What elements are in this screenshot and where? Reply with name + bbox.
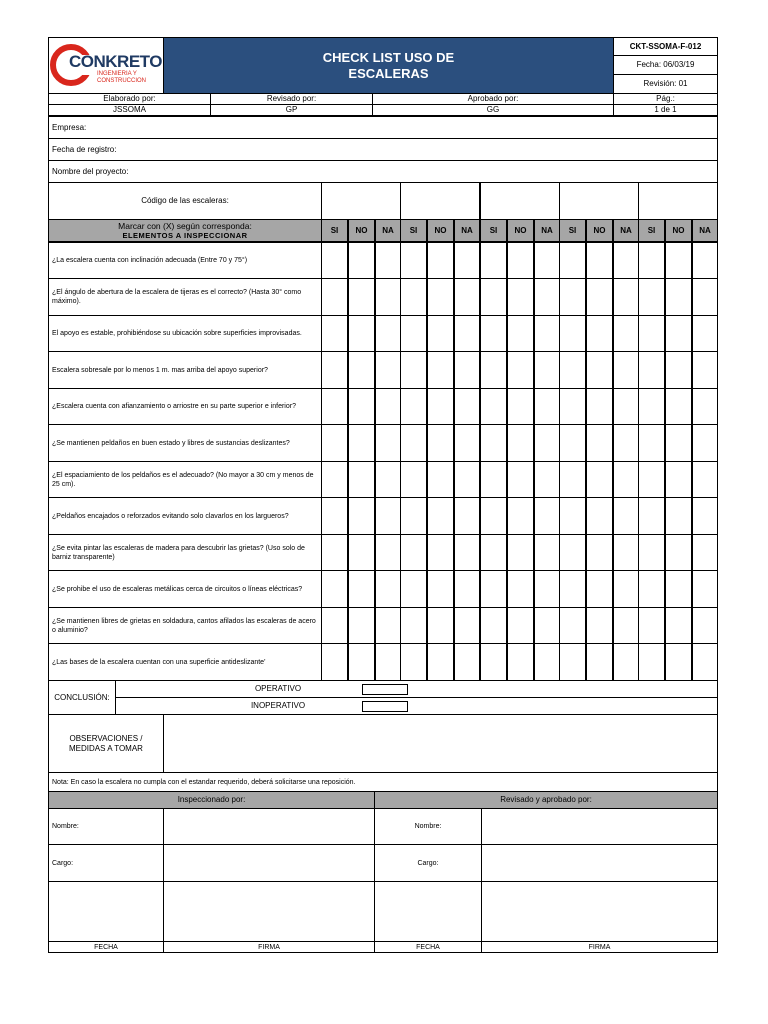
check-cell-si[interactable]: [559, 534, 586, 571]
check-cell-na[interactable]: [534, 388, 560, 425]
check-cell-na[interactable]: [613, 607, 639, 644]
check-cell-na[interactable]: [454, 315, 480, 352]
option-header-si-2: SI: [400, 219, 427, 242]
check-cell-no[interactable]: [507, 461, 534, 498]
check-cell-na[interactable]: [692, 607, 718, 644]
check-cell-si[interactable]: [480, 607, 507, 644]
check-cell-na[interactable]: [375, 643, 401, 681]
page-value: 1 de 1: [613, 104, 718, 116]
check-cell-no[interactable]: [427, 643, 454, 681]
codigo-escalera-2[interactable]: [400, 182, 480, 220]
check-cell-si[interactable]: [321, 534, 348, 571]
check-cell-no[interactable]: [507, 351, 534, 389]
check-cell-na[interactable]: [375, 242, 401, 279]
firma-label-left: FIRMA: [163, 941, 375, 953]
check-cell-na[interactable]: [375, 461, 401, 498]
check-cell-no[interactable]: [665, 534, 692, 571]
check-cell-si[interactable]: [321, 643, 348, 681]
check-cell-no[interactable]: [427, 607, 454, 644]
check-cell-na[interactable]: [692, 388, 718, 425]
check-cell-no[interactable]: [348, 388, 375, 425]
check-cell-no[interactable]: [586, 534, 613, 571]
check-cell-si[interactable]: [400, 570, 427, 608]
checklist-item: ¿Se evita pintar las escaleras de madera para descubrir las grietas? (Uso solo de barniz transparente): [48, 534, 322, 571]
check-cell-no[interactable]: [427, 388, 454, 425]
option-header-na-2: NA: [454, 219, 480, 242]
check-cell-no[interactable]: [427, 497, 454, 535]
check-cell-no[interactable]: [507, 534, 534, 571]
check-cell-si[interactable]: [638, 534, 665, 571]
check-cell-no[interactable]: [348, 643, 375, 681]
check-cell-na[interactable]: [454, 461, 480, 498]
aprobado-label: Aprobado por:: [372, 93, 614, 105]
check-cell-no[interactable]: [665, 461, 692, 498]
nombre-label-left: Nombre:: [48, 808, 164, 845]
conclusion-divider: [115, 697, 718, 698]
check-cell-no[interactable]: [348, 351, 375, 389]
title-line-2: ESCALERAS: [348, 65, 429, 81]
check-cell-no[interactable]: [427, 315, 454, 352]
check-cell-na[interactable]: [534, 607, 560, 644]
check-cell-no[interactable]: [507, 497, 534, 535]
fecha-box-right[interactable]: [374, 881, 482, 942]
check-cell-na[interactable]: [454, 388, 480, 425]
option-header-si-5: SI: [638, 219, 665, 242]
inspeccionado-header: Inspeccionado por:: [48, 791, 375, 809]
check-cell-si[interactable]: [400, 607, 427, 644]
check-cell-si[interactable]: [480, 278, 507, 316]
check-cell-no[interactable]: [507, 570, 534, 608]
check-cell-na[interactable]: [613, 351, 639, 389]
check-cell-na[interactable]: [534, 497, 560, 535]
check-cell-na[interactable]: [692, 497, 718, 535]
check-cell-na[interactable]: [534, 534, 560, 571]
check-cell-na[interactable]: [613, 424, 639, 462]
check-cell-si[interactable]: [400, 461, 427, 498]
checklist-item: ¿Se mantienen libres de grietas en soldadura, cantos afilados las escaleras de acero o aluminio?: [48, 607, 322, 644]
check-cell-no[interactable]: [586, 497, 613, 535]
fecha-label-right: FECHA: [374, 941, 482, 953]
option-header-no-2: NO: [427, 219, 454, 242]
check-cell-no[interactable]: [665, 643, 692, 681]
check-cell-na[interactable]: [613, 570, 639, 608]
check-cell-si[interactable]: [559, 424, 586, 462]
check-cell-no[interactable]: [507, 388, 534, 425]
check-cell-na[interactable]: [534, 278, 560, 316]
check-cell-no[interactable]: [586, 278, 613, 316]
check-cell-na[interactable]: [692, 461, 718, 498]
marcar-label: Marcar con (X) según corresponda:: [118, 220, 252, 231]
option-header-si-4: SI: [559, 219, 586, 242]
check-cell-si[interactable]: [321, 242, 348, 279]
option-header-si-3: SI: [480, 219, 507, 242]
option-header-na-3: NA: [534, 219, 560, 242]
option-header-no-4: NO: [586, 219, 613, 242]
check-cell-si[interactable]: [638, 461, 665, 498]
check-cell-si[interactable]: [480, 534, 507, 571]
option-header-si-1: SI: [321, 219, 348, 242]
option-header-no-1: NO: [348, 219, 375, 242]
check-cell-no[interactable]: [427, 570, 454, 608]
check-cell-si[interactable]: [559, 351, 586, 389]
check-cell-na[interactable]: [454, 424, 480, 462]
check-cell-no[interactable]: [427, 534, 454, 571]
check-cell-na[interactable]: [613, 242, 639, 279]
revisado-value: GP: [210, 104, 373, 116]
inoperativo-checkbox[interactable]: [362, 701, 408, 712]
check-cell-na[interactable]: [375, 607, 401, 644]
check-cell-no[interactable]: [586, 351, 613, 389]
check-cell-no[interactable]: [507, 278, 534, 316]
check-cell-no[interactable]: [348, 315, 375, 352]
elaborado-value: JSSOMA: [48, 104, 211, 116]
option-header-na-4: NA: [613, 219, 639, 242]
check-cell-no[interactable]: [586, 607, 613, 644]
check-cell-si[interactable]: [559, 643, 586, 681]
check-cell-na[interactable]: [692, 570, 718, 608]
check-cell-na[interactable]: [454, 570, 480, 608]
check-cell-na[interactable]: [375, 534, 401, 571]
check-cell-si[interactable]: [480, 461, 507, 498]
check-cell-si[interactable]: [400, 643, 427, 681]
aprobado-value: GG: [372, 104, 614, 116]
checklist-item: ¿Peldaños encajados o reforzados evitando solo clavarlos en los largueros?: [48, 497, 322, 535]
check-cell-si[interactable]: [638, 424, 665, 462]
cargo-label-right: Cargo:: [374, 844, 482, 882]
codigo-escalera-3[interactable]: [480, 182, 560, 220]
conclusion-label: CONCLUSIÓN:: [48, 680, 116, 715]
check-cell-si[interactable]: [559, 570, 586, 608]
check-cell-na[interactable]: [375, 497, 401, 535]
check-cell-si[interactable]: [321, 424, 348, 462]
check-cell-na[interactable]: [534, 242, 560, 279]
check-cell-no[interactable]: [348, 570, 375, 608]
check-cell-no[interactable]: [665, 607, 692, 644]
logo-subtitle-2: CONSTRUCCION: [97, 78, 146, 84]
check-cell-na[interactable]: [692, 424, 718, 462]
fecha-registro-field[interactable]: [48, 138, 718, 161]
marcar-header: [48, 219, 322, 242]
check-cell-si[interactable]: [321, 497, 348, 535]
check-cell-na[interactable]: [534, 424, 560, 462]
check-cell-no[interactable]: [427, 242, 454, 279]
checklist-item: Escalera sobresale por lo menos 1 m. mas arriba del apoyo superior?: [48, 351, 322, 389]
checklist-item: El apoyo es estable, prohibiéndose su ubicación sobre superficies improvisadas.: [48, 315, 322, 352]
check-cell-na[interactable]: [692, 534, 718, 571]
check-cell-no[interactable]: [665, 497, 692, 535]
check-cell-no[interactable]: [348, 461, 375, 498]
check-cell-na[interactable]: [692, 278, 718, 316]
check-cell-na[interactable]: [534, 315, 560, 352]
nombre-label-right: Nombre:: [374, 808, 482, 845]
document-revision: Revisión: 01: [613, 74, 718, 94]
check-cell-si[interactable]: [638, 242, 665, 279]
check-cell-si[interactable]: [400, 278, 427, 316]
firma-box-right[interactable]: [481, 881, 718, 942]
fecha-label-left: FECHA: [48, 941, 164, 953]
check-cell-na[interactable]: [534, 570, 560, 608]
check-cell-si[interactable]: [400, 424, 427, 462]
check-cell-no[interactable]: [507, 607, 534, 644]
checklist-item: ¿La escalera cuenta con inclinación adecuada (Entre 70 y 75°): [48, 242, 322, 279]
check-cell-no[interactable]: [507, 643, 534, 681]
check-cell-no[interactable]: [665, 570, 692, 608]
checklist-item: ¿El espaciamiento de los peldaños es el adecuado? (No mayor a 30 cm y menos de 25 cm).: [48, 461, 322, 498]
checklist-item: ¿Escalera cuenta con afianzamiento o arriostre en su parte superior e inferior?: [48, 388, 322, 425]
check-cell-no[interactable]: [348, 534, 375, 571]
check-cell-na[interactable]: [454, 351, 480, 389]
check-cell-si[interactable]: [400, 351, 427, 389]
check-cell-si[interactable]: [559, 278, 586, 316]
cargo-label-left: Cargo:: [48, 844, 164, 882]
check-cell-no[interactable]: [665, 315, 692, 352]
operativo-label: OPERATIVO: [254, 684, 302, 694]
check-cell-no[interactable]: [427, 278, 454, 316]
check-cell-no[interactable]: [348, 497, 375, 535]
cargo-field-right[interactable]: [481, 844, 718, 882]
revisado-label: Revisado por:: [210, 93, 373, 105]
check-cell-si[interactable]: [400, 534, 427, 571]
revisado-aprobado-header: Revisado y aprobado por:: [374, 791, 718, 809]
check-cell-no[interactable]: [507, 424, 534, 462]
checklist-item: ¿Las bases de la escalera cuentan con una superficie antideslizante': [48, 643, 322, 681]
check-cell-si[interactable]: [480, 242, 507, 279]
checklist-item: ¿Se prohibe el uso de escaleras metálicas cerca de circuitos o líneas eléctricas?: [48, 570, 322, 608]
fecha-registro-label: Fecha de registro:: [52, 144, 117, 154]
codigo-escalera-5[interactable]: [638, 182, 718, 220]
nota-text: Nota: En caso la escalera no cumpla con el estandar requerido, deberá solicitarse una reposición.: [48, 772, 718, 792]
check-cell-si[interactable]: [400, 242, 427, 279]
check-cell-no[interactable]: [586, 424, 613, 462]
elaborado-label: Elaborado por:: [48, 93, 211, 105]
check-cell-na[interactable]: [375, 570, 401, 608]
check-cell-no[interactable]: [348, 278, 375, 316]
check-cell-si[interactable]: [480, 497, 507, 535]
check-cell-no[interactable]: [427, 461, 454, 498]
check-cell-na[interactable]: [613, 461, 639, 498]
check-cell-na[interactable]: [454, 607, 480, 644]
option-header-na-5: NA: [692, 219, 718, 242]
check-cell-si[interactable]: [400, 388, 427, 425]
check-cell-si[interactable]: [638, 643, 665, 681]
codigo-escalera-4[interactable]: [559, 182, 639, 220]
check-cell-no[interactable]: [427, 424, 454, 462]
elementos-label: ELEMENTOS A INSPECCIONAR: [122, 231, 248, 241]
check-cell-no[interactable]: [665, 351, 692, 389]
nombre-proyecto-label: Nombre del proyecto:: [52, 166, 129, 176]
checklist-item: ¿El ángulo de abertura de la escalera de tijeras es el correcto? (Hasta 30° como máximo).: [48, 278, 322, 316]
check-cell-no[interactable]: [586, 242, 613, 279]
logo-subtitle-1: INGENIERIA Y: [97, 71, 137, 77]
check-cell-na[interactable]: [613, 315, 639, 352]
document-title: [163, 37, 614, 94]
check-cell-si[interactable]: [559, 388, 586, 425]
document-date: Fecha: 06/03/19: [613, 55, 718, 75]
check-cell-no[interactable]: [427, 351, 454, 389]
check-cell-si[interactable]: [480, 643, 507, 681]
check-cell-no[interactable]: [586, 570, 613, 608]
check-cell-si[interactable]: [638, 607, 665, 644]
check-cell-na[interactable]: [375, 278, 401, 316]
check-cell-no[interactable]: [586, 643, 613, 681]
check-cell-na[interactable]: [613, 643, 639, 681]
check-cell-si[interactable]: [480, 315, 507, 352]
check-cell-si[interactable]: [480, 570, 507, 608]
check-cell-na[interactable]: [692, 351, 718, 389]
logo-cell: [48, 37, 164, 94]
check-cell-no[interactable]: [348, 424, 375, 462]
option-header-no-3: NO: [507, 219, 534, 242]
empresa-label: Empresa:: [52, 122, 87, 132]
check-cell-no[interactable]: [665, 424, 692, 462]
check-cell-no[interactable]: [507, 315, 534, 352]
check-cell-no[interactable]: [348, 607, 375, 644]
check-cell-si[interactable]: [480, 424, 507, 462]
check-cell-na[interactable]: [534, 351, 560, 389]
check-cell-si[interactable]: [400, 497, 427, 535]
check-cell-si[interactable]: [321, 351, 348, 389]
check-cell-si[interactable]: [400, 315, 427, 352]
firma-box-left[interactable]: [163, 881, 375, 942]
codigo-escalera-1[interactable]: [321, 182, 401, 220]
check-cell-si[interactable]: [480, 388, 507, 425]
check-cell-si[interactable]: [559, 315, 586, 352]
title-line-1: CHECK LIST USO DE: [322, 49, 455, 65]
observaciones-label: [48, 714, 164, 773]
cargo-field-left[interactable]: [163, 844, 375, 882]
check-cell-si[interactable]: [638, 315, 665, 352]
option-header-na-1: NA: [375, 219, 401, 242]
check-cell-na[interactable]: [692, 315, 718, 352]
page-label: Pág.:: [613, 93, 718, 105]
observaciones-field[interactable]: [163, 714, 718, 773]
check-cell-na[interactable]: [692, 242, 718, 279]
check-cell-na[interactable]: [692, 643, 718, 681]
check-cell-si[interactable]: [321, 315, 348, 352]
check-cell-na[interactable]: [613, 497, 639, 535]
check-cell-na[interactable]: [534, 461, 560, 498]
check-cell-si[interactable]: [559, 497, 586, 535]
codigo-escaleras-label: Código de las escaleras:: [48, 182, 322, 220]
check-cell-no[interactable]: [665, 278, 692, 316]
logo-text: CONKRETO: [69, 52, 162, 71]
check-cell-no[interactable]: [348, 242, 375, 279]
check-cell-si[interactable]: [638, 497, 665, 535]
check-cell-si[interactable]: [321, 461, 348, 498]
check-cell-si[interactable]: [559, 461, 586, 498]
check-cell-no[interactable]: [586, 315, 613, 352]
check-cell-na[interactable]: [375, 388, 401, 425]
check-cell-si[interactable]: [638, 388, 665, 425]
check-cell-no[interactable]: [586, 461, 613, 498]
empresa-field[interactable]: [48, 116, 718, 139]
check-cell-na[interactable]: [375, 351, 401, 389]
check-cell-no[interactable]: [665, 388, 692, 425]
check-cell-no[interactable]: [665, 242, 692, 279]
check-cell-na[interactable]: [613, 278, 639, 316]
check-cell-na[interactable]: [454, 242, 480, 279]
option-header-no-5: NO: [665, 219, 692, 242]
check-cell-si[interactable]: [559, 242, 586, 279]
check-cell-no[interactable]: [586, 388, 613, 425]
check-cell-si[interactable]: [321, 570, 348, 608]
check-cell-si[interactable]: [559, 607, 586, 644]
nombre-field-right[interactable]: [481, 808, 718, 845]
observaciones-line-1: OBSERVACIONES /: [69, 733, 143, 743]
check-cell-no[interactable]: [507, 242, 534, 279]
checklist-item: ¿Se mantienen peldaños en buen estado y libres de sustancias deslizantes?: [48, 424, 322, 462]
check-cell-na[interactable]: [454, 643, 480, 681]
check-cell-na[interactable]: [613, 534, 639, 571]
operativo-checkbox[interactable]: [362, 684, 408, 695]
check-cell-si[interactable]: [321, 388, 348, 425]
check-cell-na[interactable]: [534, 643, 560, 681]
document-code: CKT-SSOMA-F-012: [613, 37, 718, 56]
check-cell-si[interactable]: [480, 351, 507, 389]
check-cell-si[interactable]: [321, 607, 348, 644]
firma-label-right: FIRMA: [481, 941, 718, 953]
check-cell-si[interactable]: [321, 278, 348, 316]
inoperativo-label: INOPERATIVO: [250, 701, 306, 711]
check-cell-na[interactable]: [613, 388, 639, 425]
nombre-field-left[interactable]: [163, 808, 375, 845]
check-cell-si[interactable]: [638, 351, 665, 389]
check-cell-si[interactable]: [638, 278, 665, 316]
check-cell-na[interactable]: [454, 278, 480, 316]
check-cell-na[interactable]: [454, 497, 480, 535]
nombre-proyecto-field[interactable]: [48, 160, 718, 183]
check-cell-si[interactable]: [638, 570, 665, 608]
fecha-box-left[interactable]: [48, 881, 164, 942]
check-cell-na[interactable]: [375, 315, 401, 352]
observaciones-line-2: MEDIDAS A TOMAR: [69, 743, 143, 753]
check-cell-na[interactable]: [375, 424, 401, 462]
check-cell-na[interactable]: [454, 534, 480, 571]
